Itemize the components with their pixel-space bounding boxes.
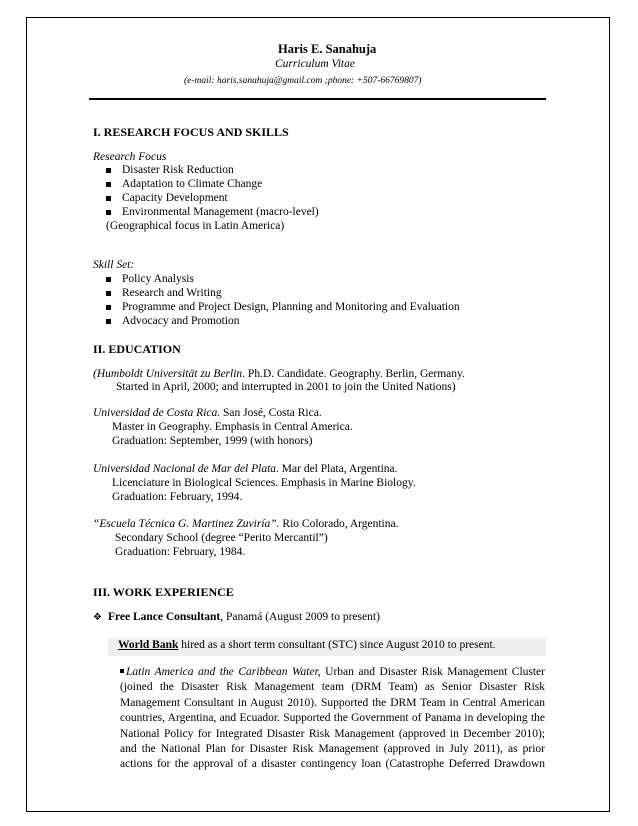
list-item: Programme and Project Design, Planning and Monitoring and Evaluation: [106, 301, 460, 313]
employer-line: World Bank hired as a short term consultant (STC) since August 2010 to present.: [118, 639, 496, 651]
geo-focus-note: (Geographical focus in Latin America): [106, 220, 285, 232]
section-heading-research: I. RESEARCH FOCUS AND SKILLS: [93, 125, 289, 139]
work-description: Latin America and the Caribbean Water, Urban and Disaster Risk Management Cluster (joined the Disaster Risk Management team (DRM Team) as Senior Disaster Risk Management Consultant in August 2010). Supported the DRM Team in Central American countries, Argentina, and Ecuador. Supported the Government of Panama in developing the National Policy for Integrated Disaster Risk Management (approved in December 2010); and the National Plan for Disaster Risk Management (approved in July 2011), as prior actions for the approval of a disaster contingency loan (Catastrophe Deferred Drawdown: [120, 666, 545, 771]
list-item: Research and Writing: [106, 287, 222, 299]
list-item: Disaster Risk Reduction: [106, 164, 234, 176]
header-rule: [89, 98, 546, 100]
education-entry: Universidad de Costa Rica. San José, Costa Rica.: [93, 407, 322, 419]
education-detail: Master in Geography. Emphasis in Central America.: [112, 421, 353, 433]
education-entry: Universidad Nacional de Mar del Plata. Mar del Plata, Argentina.: [93, 463, 398, 475]
cv-contact: (e-mail: haris.sanahuja@gmail.com ;phone: +507-66769807): [184, 76, 422, 86]
diamond-bullet-icon: ❖: [93, 612, 102, 623]
cv-title: Curriculum Vitae: [275, 58, 355, 70]
education-detail: Graduation: September, 1999 (with honors): [112, 435, 313, 447]
list-item: Capacity Development: [106, 192, 228, 204]
job-title-line: ❖ Free Lance Consultant, Panamá (August 2009 to present): [93, 611, 380, 623]
list-item: Adaptation to Climate Change: [106, 178, 262, 190]
education-detail: Graduation: February, 1984.: [115, 546, 246, 558]
bullet-square-icon: [106, 182, 111, 187]
section-heading-education: II. EDUCATION: [93, 342, 181, 356]
education-detail: Started in April, 2000; and interrupted in 2001 to join the United Nations): [116, 381, 456, 393]
cv-name: Haris E. Sanahuja: [278, 42, 377, 56]
skill-set-title: Skill Set:: [93, 259, 135, 271]
research-focus-title: Research Focus: [93, 151, 167, 163]
bullet-square-icon: [106, 196, 111, 201]
bullet-square-icon: [106, 291, 111, 296]
education-detail: Graduation: February, 1994.: [112, 491, 243, 503]
bullet-square-icon: [106, 210, 111, 215]
bullet-square-icon: [106, 277, 111, 282]
education-entry: (Humboldt Universität zu Berlin. Ph.D. Candidate. Geography. Berlin, Germany.: [93, 368, 465, 380]
bullet-square-icon: [106, 319, 111, 324]
education-detail: Licenciature in Biological Sciences. Emphasis in Marine Biology.: [112, 477, 416, 489]
education-detail: Secondary School (degree “Perito Mercantil”): [115, 532, 328, 544]
list-item: Environmental Management (macro-level): [106, 206, 319, 218]
education-entry: “Escuela Técnica G. Martinez Zuviría”. Rio Colorado, Argentina.: [93, 518, 399, 530]
bullet-square-icon: [106, 305, 111, 310]
section-heading-work: III. WORK EXPERIENCE: [93, 585, 234, 599]
bullet-square-icon: [120, 669, 124, 673]
list-item: Advocacy and Promotion: [106, 315, 240, 327]
list-item: Policy Analysis: [106, 273, 194, 285]
bullet-square-icon: [106, 168, 111, 173]
